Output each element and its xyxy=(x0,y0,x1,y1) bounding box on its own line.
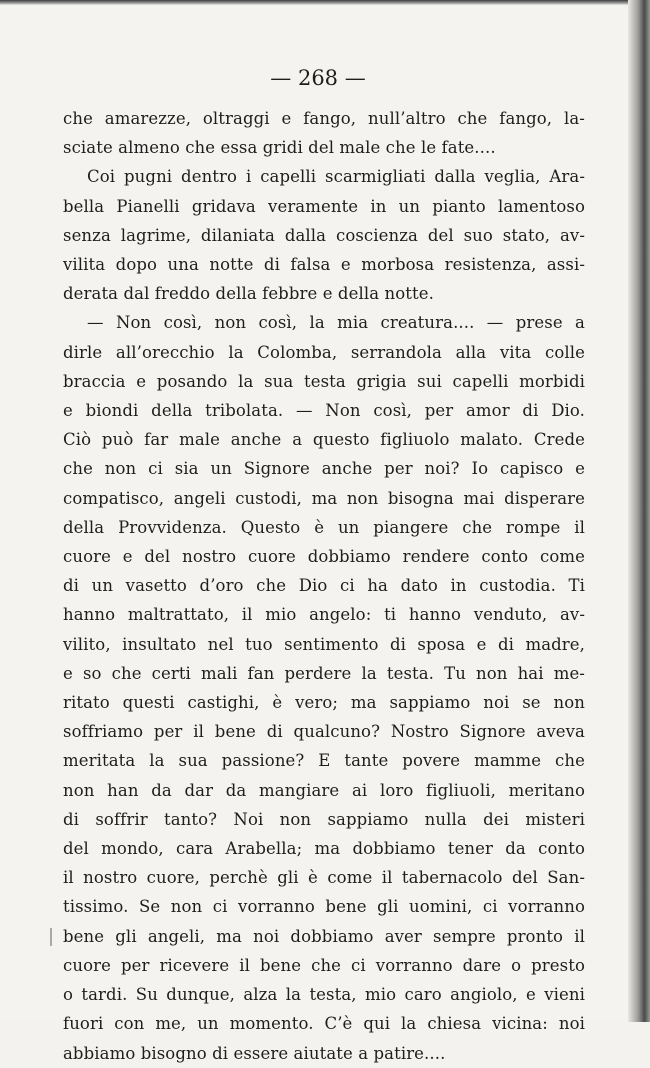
text-line: sciate almeno che essa gridi del male che le fate.... xyxy=(63,138,496,158)
text-line: Ciò può far male anche a questo figliuolo malato. Crede xyxy=(63,430,585,450)
text-line: della Provvidenza. Questo è un piangere che rompe il xyxy=(63,517,585,537)
text-line: e biondi della tribolata. — Non così, per amor di Dio. xyxy=(63,401,585,421)
text-line: del mondo, cara Arabella; ma dobbiamo tener da conto xyxy=(63,839,585,859)
text-line: e so che certi mali fan perdere la testa. Tu non hai me- xyxy=(63,663,585,683)
body-text xyxy=(63,104,585,1068)
text-line: vilito, insultato nel tuo sentimento di sposa e di madre, xyxy=(63,634,585,654)
text-line: che non ci sia un Signore anche per noi? Io capisco e xyxy=(63,459,585,479)
text-line: bella Pianelli gridava veramente in un pianto lamentoso xyxy=(63,196,585,216)
text-line: cuore per ricevere il bene che ci vorranno dare o presto xyxy=(63,955,585,975)
text-line: ritato questi castighi, è vero; ma sappiamo noi se non xyxy=(63,693,585,713)
text-line: Coi pugni dentro i capelli scarmigliati dalla veglia, Ara- xyxy=(87,167,585,187)
text-line: o tardi. Su dunque, alza la testa, mio caro angiolo, e vieni xyxy=(63,985,585,1005)
text-line: cuore e del nostro cuore dobbiamo rendere conto come xyxy=(63,547,585,567)
text-line: hanno maltrattato, il mio angelo: ti hanno venduto, av- xyxy=(63,605,585,625)
text-line: tissimo. Se non ci vorranno bene gli uomini, ci vorranno xyxy=(63,897,585,917)
text-line: abbiamo bisogno di essere aiutate a patire.... xyxy=(63,1043,446,1063)
text-line: braccia e posando la sua testa grigia sui capelli morbidi xyxy=(63,371,585,391)
text-line: dirle all’orecchio la Colomba, serrandola alla vita colle xyxy=(63,342,585,362)
text-line: soffriamo per il bene di qualcuno? Nostro Signore aveva xyxy=(63,722,585,742)
text-line: di soffrir tanto? Noi non sappiamo nulla dei misteri xyxy=(63,809,585,829)
text-line: bene gli angeli, ma noi dobbiamo aver sempre pronto il xyxy=(63,926,585,946)
text-line: senza lagrime, dilaniata dalla coscienza del suo stato, av- xyxy=(63,225,585,245)
text-line: derata dal freddo della febbre e della notte. xyxy=(63,284,434,304)
text-line: — Non così, non così, la mia creatura.... — prese a xyxy=(87,313,585,333)
page-top-shadow xyxy=(0,0,650,5)
text-line: che amarezze, oltraggi e fango, null’altro che fango, la- xyxy=(63,109,585,128)
text-line: non han da dar da mangiare ai loro figliuoli, meritano xyxy=(63,780,585,800)
text-line: il nostro cuore, perchè gli è come il tabernacolo del San- xyxy=(63,868,585,888)
text-line: fuori con me, un momento. C’è qui la chiesa vicina: noi xyxy=(63,1014,585,1034)
text-line: vilita dopo una notte di falsa e morbosa resistenza, assi- xyxy=(63,255,585,275)
text-line: meritata la sua passione? E tante povere mamme che xyxy=(63,751,585,771)
text-line: compatisco, angeli custodi, ma non bisogna mai disperare xyxy=(63,488,585,508)
margin-mark xyxy=(50,928,52,946)
text-line: di un vasetto d’oro che Dio ci ha dato in custodia. Ti xyxy=(63,576,585,596)
page-number: — 268 — xyxy=(270,66,366,90)
page-binding-edge xyxy=(628,0,650,1022)
